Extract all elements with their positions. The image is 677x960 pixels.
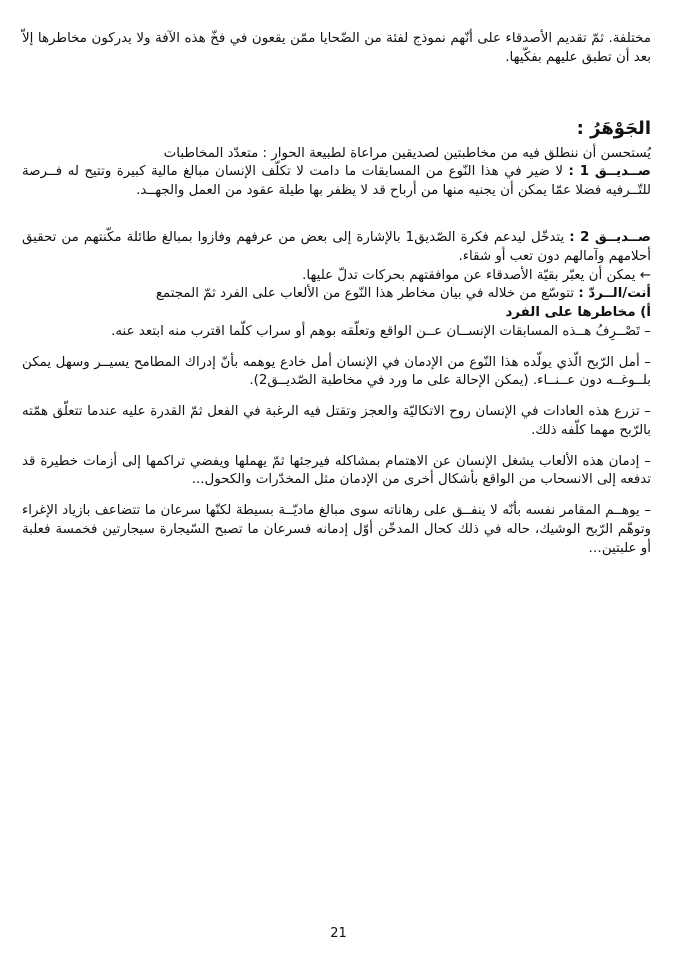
note-paragraph: ← يمكن أن يعبّر بقيّة الأصدقاء عن موافقتهم بحركات تدلّ عليها.: [302, 267, 651, 283]
friend-1-text: لا ضير في هذا النّوع من المسابقات ما دامت لا تكلّف الإنسان مبالغ مالية كبيرة وتتيح له فــرصة للتّــرفيه فضلا عمّا يمكن أن يجنيه منها من أرباح قد لا يظفر بها طيلة عقود من العمل والجهــد.: [22, 164, 651, 199]
point-paragraph: – تزرع هذه العادات في الإنسان روح الاتكاليّة والعجز وتقتل فيه الرغبة في الفعل ثمّ القدرة عليه عندما تتعلّق همّته بالرّبح مهما كلّفه ذلك.: [22, 404, 651, 438]
point-paragraph: – تَصْــرِفُ هــذه المسابقات الإنســان عــن الواقع وتعلّقه بوهم أو سراب كلّما اقترب منه ابتعد عنه.: [111, 323, 651, 339]
friend-2-label: صــديــق 2 :: [569, 230, 651, 246]
subheading-individual-risks: أ) مخاطرها على الفرد: [505, 305, 651, 321]
reply-text: تتوسّع من خلاله في بيان مخاطر هذا النّوع من الألعاب على الفرد ثمّ المجتمع: [155, 286, 575, 302]
page-number: 21: [330, 926, 347, 941]
intro-paragraph: مختلفة. ثمّ تقديم الأصدقاء على أنّهم نموذج لفئة من الضّحايا ممّن يقعون في فخّ هذه الآفة ولا يدركون مخاطرها إلاّ بعد أن تطبق عليهم بفكّيها.: [22, 31, 651, 65]
opening-paragraph: يُستحسن أن ننطلق فيه من مخاطبتين لصديقين مراعاة لطبيعة الحوار : متعدّد المخاطبات: [163, 145, 651, 161]
friend-2-paragraph: [22, 229, 651, 267]
friend-2-text: يتدخّل ليدعم فكرة الصّديق1 بالإشارة إلى بعض من عرفهم وفازوا بمبالغ طائلة مكّنتهم من تحقيق أحلامهم وآمالهم دون تعب أو شقاء.: [22, 230, 651, 264]
section-heading: الجَوْهَرُ :: [576, 117, 651, 139]
point-paragraph: – يوهــم المقامر نفسه بأنّه لا ينفــق على رهاناته سوى مبالغ ماديّــة بسيطة لكنّها سرعان ما تتضاعف بازياد الإغراء وتوهّم الرّبح الوشيك، حاله في ذلك كحال المدخّن أوّل إدمانه فسرعان ما تصبح السّيجارة سيجارتين فخمسة فعلبة أو علبتين…: [22, 503, 651, 556]
friend-1-label: صــديــق 1 :: [568, 164, 651, 180]
reply-label: أنت/الــردّ :: [578, 286, 651, 302]
point-paragraph: – أمل الرّبح الّذي يولّده هذا النّوع من الإدمان في الإنسان أمل خادع يوهمه بأنّ إدراك المطامح يسيــر وسهل يمكن بلــوغــه دون عــنــاء. (يمكن الإحالة على ما ورد في مخاطبة الصّديــق2).: [22, 354, 651, 389]
friend-1-paragraph: [22, 163, 651, 201]
point-paragraph: – إدمان هذه الألعاب يشغل الإنسان عن الاهتمام بمشاكله فيرجئها ثمّ يهملها ويفضي تراكمها إلى أزمات خطيرة قد تدفعه إلى الانسحاب من الواقع بأشكال أخرى من الإدمان مثل المخدّرات والكحول...: [22, 453, 651, 488]
reply-paragraph: [22, 285, 651, 304]
